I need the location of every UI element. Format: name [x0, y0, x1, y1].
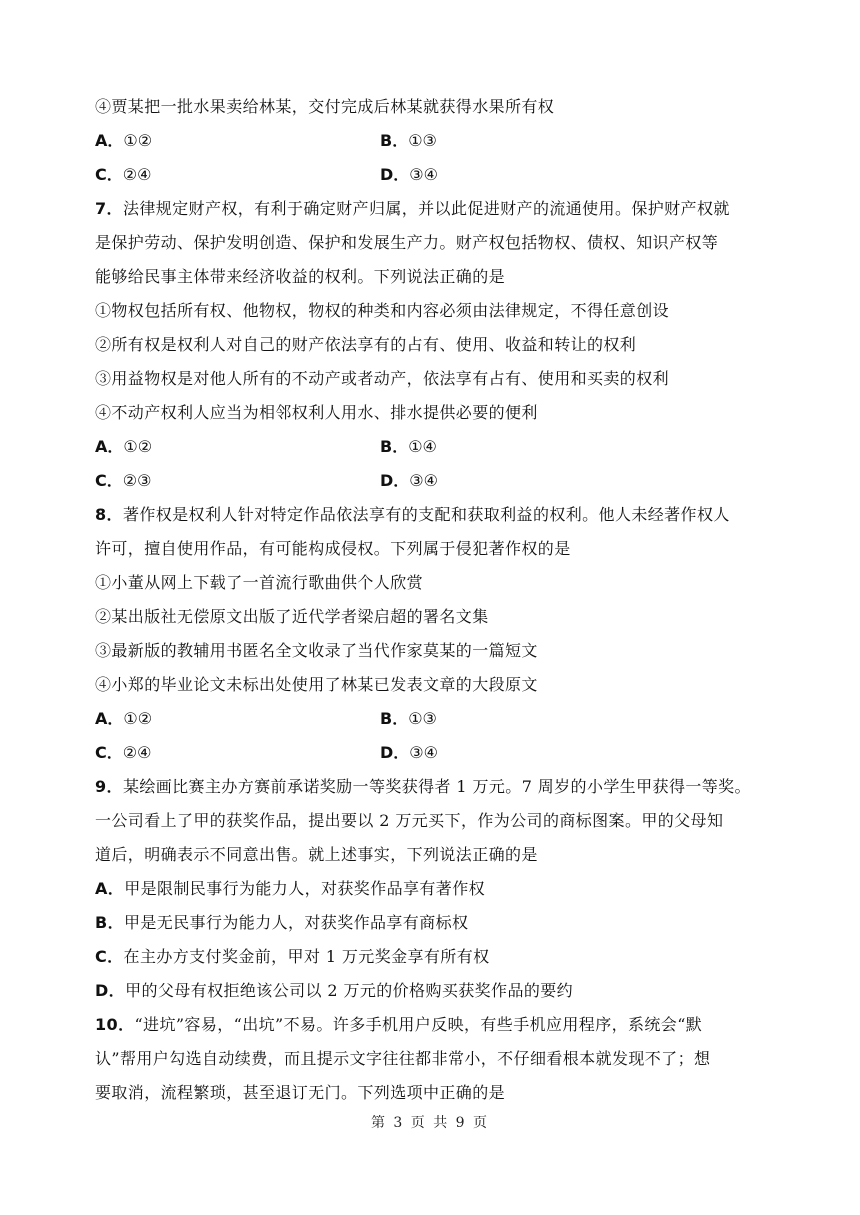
- q8-number: 8．: [95, 505, 123, 524]
- q8-option-d[interactable]: D．③④: [380, 743, 438, 762]
- q6-statement-4: ④贾某把一批水果卖给林某，交付完成后林某就获得水果所有权: [95, 97, 555, 116]
- q8-option-c[interactable]: C．②④: [95, 743, 152, 762]
- q9-stem-line-1: 9．某绘画比赛主办方赛前承诺奖励一等奖获得者 1 万元。7 周岁的小学生甲获得一等奖。: [95, 777, 751, 796]
- q8-statement-1: ①小董从网上下载了一首流行歌曲供个人欣赏: [95, 573, 424, 592]
- q7-options-row-1: [95, 430, 775, 464]
- q6-option-b[interactable]: B．①③: [380, 131, 437, 150]
- q7-option-d[interactable]: D．③④: [380, 471, 438, 490]
- q7-stem-line-1: 7．法律规定财产权，有利于确定财产归属，并以此促进财产的流通使用。保护财产权就: [95, 199, 730, 218]
- q8-stem-line-2: 许可，擅自使用作品，有可能构成侵权。下列属于侵犯著作权的是: [95, 539, 571, 558]
- q9-option-d[interactable]: D．甲的父母有权拒绝该公司以 2 万元的价格购买获奖作品的要约: [95, 981, 574, 1000]
- q9-stem-line-3: 道后，明确表示不同意出售。就上述事实，下列说法正确的是: [95, 845, 538, 864]
- q8-statement-3: ③最新版的教辅用书匿名全文收录了当代作家莫某的一篇短文: [95, 641, 538, 660]
- q8-options-row-2: [95, 736, 775, 770]
- q8-statement-2: ②某出版社无偿原文出版了近代学者梁启超的署名文集: [95, 607, 489, 626]
- q7-statement-1: ①物权包括所有权、他物权，物权的种类和内容必须由法律规定，不得任意创设: [95, 301, 670, 320]
- q7-number: 7．: [95, 199, 123, 218]
- q7-options-row-2: [95, 464, 775, 498]
- q8-stem-line-1: 8．著作权是权利人针对特定作品依法享有的支配和获取利益的权利。他人未经著作权人: [95, 505, 730, 524]
- q9-option-b[interactable]: B．甲是无民事行为能力人，对获奖作品享有商标权: [95, 913, 469, 932]
- q8-option-a[interactable]: A．①②: [95, 709, 153, 728]
- q6-option-d[interactable]: D．③④: [380, 165, 438, 184]
- q7-statement-3: ③用益物权是对他人所有的不动产或者动产，依法享有占有、使用和买卖的权利: [95, 369, 670, 388]
- q9-stem-line-2: 一公司看上了甲的获奖作品，提出要以 2 万元买下，作为公司的商标图案。甲的父母知: [95, 811, 724, 830]
- q6-options-row-2: [95, 158, 775, 192]
- q6-option-a[interactable]: A．①②: [95, 131, 153, 150]
- q7-statement-4: ④不动产权利人应当为相邻权利人用水、排水提供必要的便利: [95, 403, 538, 422]
- q6-option-c[interactable]: C．②④: [95, 165, 152, 184]
- q10-stem-line-2: 认”帮用户勾选自动续费，而且提示文字往往都非常小，不仔细看根本就发现不了；想: [95, 1049, 711, 1068]
- q7-option-a[interactable]: A．①②: [95, 437, 153, 456]
- q8-statement-4: ④小郑的毕业论文未标出处使用了林某已发表文章的大段原文: [95, 675, 538, 694]
- q10-number: 10．: [95, 1015, 135, 1034]
- q7-option-c[interactable]: C．②③: [95, 471, 152, 490]
- page-footer: 第 3 页 共 9 页: [370, 1115, 490, 1131]
- q9-number: 9．: [95, 777, 123, 796]
- q7-statement-2: ②所有权是权利人对自己的财产依法享有的占有、使用、收益和转让的权利: [95, 335, 637, 354]
- q10-stem-line-1: 10．“进坑”容易，“出坑”不易。许多手机用户反映，有些手机应用程序，系统会“默: [95, 1015, 703, 1034]
- q10-stem-line-3: 要取消，流程繁琐，甚至退订无门。下列选项中正确的是: [95, 1083, 506, 1102]
- q6-options-row-1: [95, 124, 775, 158]
- q7-stem-line-2: 是保护劳动、保护发明创造、保护和发展生产力。财产权包括物权、债权、知识产权等: [95, 233, 719, 252]
- q7-option-b[interactable]: B．①④: [380, 437, 437, 456]
- q7-stem-line-3: 能够给民事主体带来经济收益的权利。下列说法正确的是: [95, 267, 506, 286]
- q9-option-c[interactable]: C．在主办方支付奖金前，甲对 1 万元奖金享有所有权: [95, 947, 490, 966]
- q9-option-a[interactable]: A．甲是限制民事行为能力人，对获奖作品享有著作权: [95, 879, 485, 898]
- page-content: [95, 90, 775, 1110]
- q8-options-row-1: [95, 702, 775, 736]
- q8-option-b[interactable]: B．①③: [380, 709, 437, 728]
